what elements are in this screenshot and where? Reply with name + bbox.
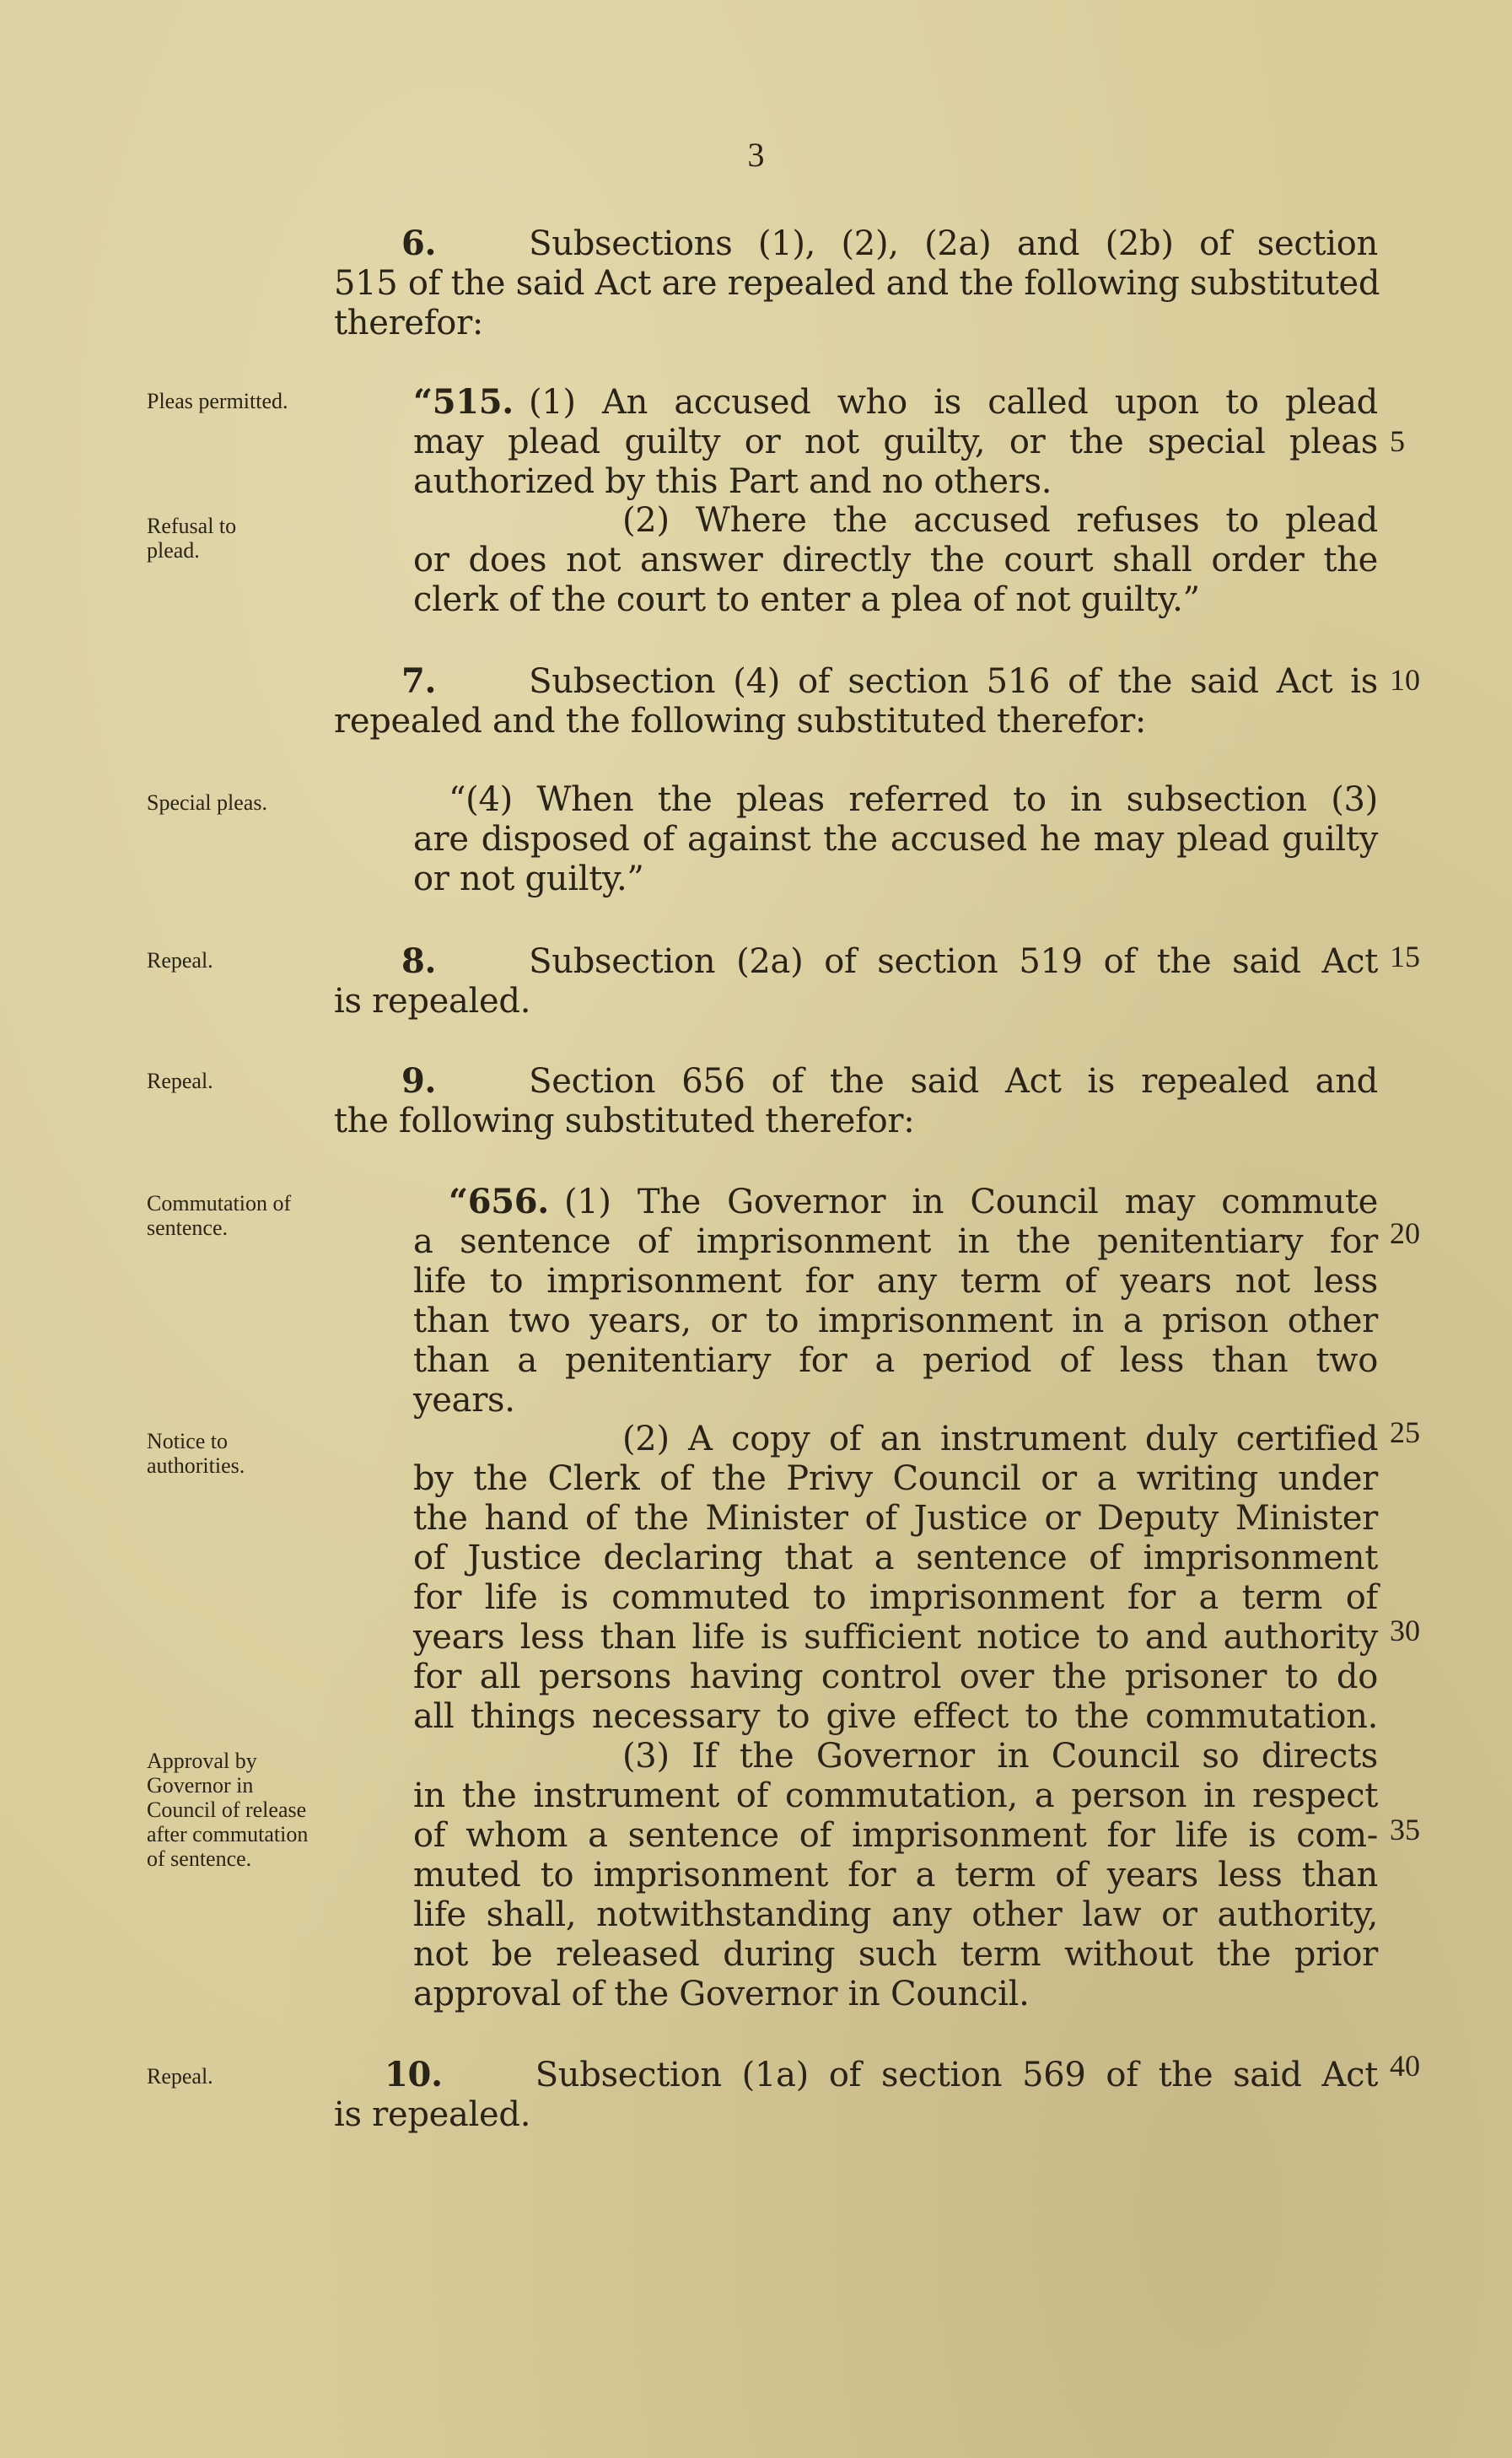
text-line: 10. Subsection (1a) of section 569 of the said Act (385, 2055, 1378, 2094)
section-6-intro (334, 224, 1378, 343)
section-8 (334, 941, 1378, 1021)
text-line: life shall, notwithstanding any other law or authority, (413, 1895, 1378, 1934)
text-line: approval of the Governor in Council. (413, 1975, 1030, 2013)
text-line: “(4) When the pleas referred to in subsection (3) (449, 780, 1378, 819)
text-line: “656. (1) The Governor in Council may commute (449, 1182, 1378, 1221)
text-line: therefor: (334, 304, 484, 342)
section-7-intro (334, 661, 1378, 741)
section-number: 10. (385, 2055, 443, 2094)
section-9 (334, 1061, 1378, 1141)
text-line: not be released during such term without the prior (413, 1935, 1378, 1974)
line-number: 25 (1390, 1415, 1420, 1449)
margin-note: Pleas permitted. (147, 389, 288, 413)
margin-note: Commutation of sentence. (147, 1191, 292, 1240)
section-656-subsection-3 (413, 1737, 1378, 2014)
line-number: 20 (1390, 1216, 1420, 1250)
text-line: 7. Subsection (4) of section 516 of the said Act is (401, 661, 1378, 701)
text-line: (3) If the Governor in Council so directs (622, 1737, 1378, 1776)
section-number: 6. (401, 224, 437, 263)
margin-note: Repeal. (147, 1069, 213, 1093)
section-number: “515. (413, 382, 514, 422)
text-line: all things necessary to give effect to the commutation. (413, 1697, 1378, 1736)
text-line: than two years, or to imprisonment in a prison other (413, 1302, 1378, 1340)
section-10 (334, 2055, 1378, 2135)
margin-note: Special pleas. (147, 790, 267, 815)
text-line: clerk of the court to enter a plea of not guilty.” (413, 580, 1200, 619)
margin-note: Approval by Governor in Council of release after commutation of sentence. (147, 1749, 309, 1871)
line-number: 15 (1390, 940, 1420, 973)
text-line: by the Clerk of the Privy Council or a writing under (413, 1459, 1378, 1498)
margin-note: Repeal. (147, 2064, 213, 2089)
text-line: authorized by this Part and no others. (413, 462, 1052, 501)
text-line: (2) A copy of an instrument duly certified (622, 1420, 1378, 1458)
text-line: is repealed. (334, 2095, 531, 2134)
section-656-subsection-1 (413, 1182, 1378, 1420)
text-line: of Justice declaring that a sentence of imprisonment (413, 1539, 1378, 1577)
text-line: muted to imprisonment for a term of years less than (413, 1856, 1378, 1895)
margin-note: Repeal. (147, 948, 213, 973)
text-line: may plead guilty or not guilty, or the special pleas (413, 423, 1378, 461)
text-line: of whom a sentence of imprisonment for life is com- (413, 1816, 1378, 1855)
margin-note: Notice to authorities. (147, 1429, 245, 1478)
text-line: the hand of the Minister of Justice or Deputy Minister (413, 1499, 1378, 1538)
text-line: for all persons having control over the prisoner to do (413, 1658, 1378, 1696)
section-number: 7. (401, 661, 437, 701)
text-line: or not guilty.” (413, 860, 644, 898)
line-number: 5 (1390, 424, 1405, 458)
line-number: 10 (1390, 663, 1420, 697)
section-516-subsection-4 (413, 780, 1378, 899)
text-line: years. (413, 1381, 515, 1420)
text-line: life to imprisonment for any term of years not less (413, 1262, 1378, 1301)
text-line: a sentence of imprisonment in the penitentiary for (413, 1222, 1378, 1261)
text-line: repealed and the following substituted therefor: (334, 702, 1147, 741)
text-line: 9. Section 656 of the said Act is repealed and (401, 1061, 1378, 1101)
section-515-subsection-1 (413, 382, 1378, 502)
margin-note: Refusal to plead. (147, 514, 237, 563)
text-line: in the instrument of commutation, a person in respect (413, 1776, 1378, 1815)
section-515-subsection-2 (413, 501, 1378, 620)
text-line: are disposed of against the accused he may plead guilty (413, 820, 1378, 859)
text-line: is repealed. (334, 982, 531, 1021)
text-line: or does not answer directly the court shall order the (413, 541, 1378, 579)
text-line: for life is commuted to imprisonment for a term of (413, 1578, 1378, 1617)
line-number: 35 (1390, 1813, 1420, 1846)
line-number: 40 (1390, 2049, 1420, 2083)
section-number: “656. (449, 1182, 549, 1221)
text-line: “515. (1) An accused who is called upon to plead (413, 382, 1378, 422)
page-number: 3 (747, 136, 765, 174)
text-line: (2) Where the accused refuses to plead (622, 501, 1378, 540)
line-number: 30 (1390, 1614, 1420, 1647)
text-line: 6. Subsections (1), (2), (2a) and (2b) of section (401, 224, 1378, 263)
section-number: 9. (401, 1061, 437, 1101)
text-line: than a penitentiary for a period of less than two (413, 1341, 1378, 1380)
section-number: 8. (401, 941, 437, 981)
text-line: 515 of the said Act are repealed and the following substituted (334, 264, 1380, 303)
text-line: the following substituted therefor: (334, 1102, 915, 1140)
text-line: years less than life is sufficient notice to and authority (413, 1618, 1378, 1657)
section-656-subsection-2 (413, 1420, 1378, 1737)
text-line: 8. Subsection (2a) of section 519 of the said Act (401, 941, 1378, 981)
